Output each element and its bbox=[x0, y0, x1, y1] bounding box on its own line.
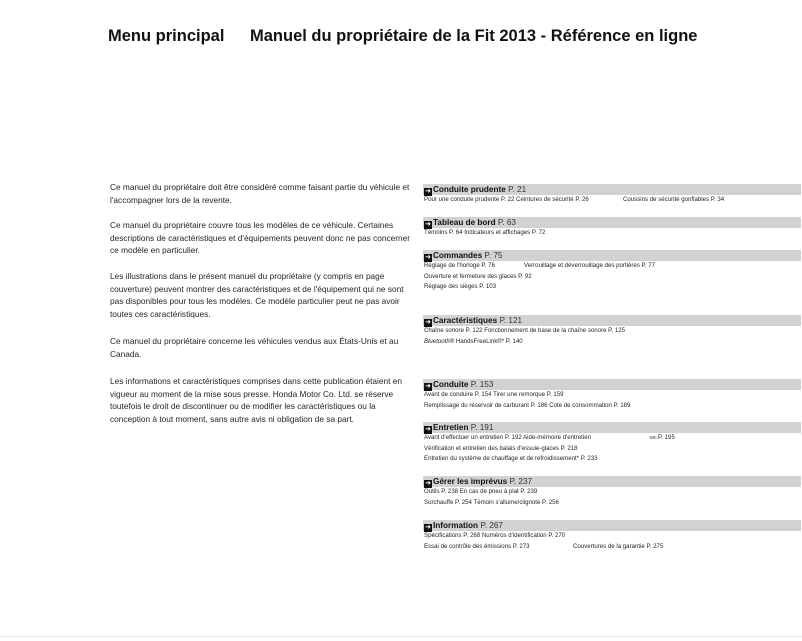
topic-row bbox=[423, 228, 801, 239]
section-driving bbox=[423, 379, 801, 411]
topic-link[interactable]: Réglage des sièges P. 103 bbox=[424, 283, 497, 290]
topic-row bbox=[423, 326, 801, 337]
section-header[interactable] bbox=[423, 476, 801, 487]
topic-row bbox=[423, 261, 801, 272]
topic-link[interactable]: Vérification et entretien des balais d'essuie-glaces P. 218 bbox=[424, 444, 578, 452]
main-menu-link[interactable]: Menu principal bbox=[108, 27, 225, 45]
topic-link[interactable]: Témoins P. 64 Indicateurs et affichages P. 72 bbox=[424, 229, 546, 236]
section-page-ref[interactable]: P. 21 bbox=[508, 185, 527, 194]
intro-paragraph: Les informations et caractéristiques comprises dans cette publication étaient en vigueur au moment de la mise sous presse. Honda Motor Co. Ltd. se réserve toutefois le droit de discontinuer ou de modifier les caractéristiques ou la conception à tout moment, sans autre avis ni obligation de sa part. bbox=[110, 376, 402, 424]
topic-row bbox=[423, 498, 801, 509]
topic-row bbox=[423, 401, 801, 412]
section-title[interactable]: Tableau de bord bbox=[433, 218, 496, 227]
bluetooth-label: Bluetooth bbox=[424, 337, 450, 345]
topic-link[interactable]: Remplissage du réservoir de carburant P. 186 Cote de consommation P. 189 bbox=[424, 401, 631, 409]
topic-link[interactable]: P. 195 bbox=[658, 434, 675, 441]
section-title[interactable]: Commandes bbox=[433, 251, 483, 260]
section-title[interactable]: Conduite prudente bbox=[433, 185, 506, 194]
topic-link[interactable]: Avant de conduire P. 154 Tirer une remorque P. 159 bbox=[424, 391, 564, 398]
arrow-right-icon: ➜ bbox=[425, 480, 431, 487]
intro-paragraph: Ce manuel du propriétaire doit être considéré comme faisant partie du véhicule et l'accompagner lors de la revente. bbox=[110, 182, 410, 205]
section-page-ref[interactable]: P. 63 bbox=[497, 218, 516, 227]
section-header[interactable] bbox=[423, 217, 801, 228]
topic-row bbox=[423, 531, 801, 542]
handsfreelink-label: ® HandsFreeLink®* P. 140 bbox=[449, 337, 523, 345]
arrow-right-icon: ➜ bbox=[425, 254, 431, 261]
page-bottom-divider bbox=[0, 636, 802, 637]
arrow-right-icon: ➜ bbox=[425, 188, 431, 195]
topic-row bbox=[423, 337, 801, 348]
section-header[interactable] bbox=[423, 379, 801, 390]
section-features bbox=[423, 315, 801, 347]
section-page-ref[interactable]: P. 191 bbox=[470, 423, 494, 432]
topic-row bbox=[423, 282, 801, 293]
topic-link[interactable]: Pour une conduite prudente P. 22 Ceintures de sécurité P. 26 bbox=[424, 196, 589, 203]
topic-link[interactable]: Spécifications P. 268 Numéros d'identification P. 270 bbox=[424, 532, 566, 539]
topic-link[interactable]: Ouverture et fermeture des glaces P. 92 bbox=[424, 272, 532, 280]
section-page-ref[interactable]: P. 267 bbox=[480, 521, 503, 530]
section-header[interactable] bbox=[423, 250, 801, 261]
topic-link[interactable] bbox=[424, 337, 523, 348]
topic-row bbox=[423, 433, 801, 444]
page-title: Manuel du propriétaire de la Fit 2013 - Référence en ligne bbox=[250, 27, 698, 45]
section-page-ref[interactable]: P. 237 bbox=[509, 477, 533, 486]
section-title[interactable]: Caractéristiques bbox=[433, 316, 498, 325]
section-title[interactable]: Information bbox=[433, 521, 479, 530]
section-instrument-panel bbox=[423, 217, 801, 239]
arrow-right-icon: ➜ bbox=[425, 383, 431, 390]
section-information bbox=[423, 520, 801, 552]
section-header[interactable] bbox=[423, 422, 801, 433]
intro-paragraph: Les illustrations dans le présent manuel du propriétaire (y compris en page couverture) peuvent montrer des caractéristiques et de l'équipement qui ne sont pas disponibles pour tous les modèles. Ce modèle particulier peut ne pas avoir toutes ces caractéristiques. bbox=[110, 271, 404, 319]
section-page-ref[interactable]: P. 75 bbox=[484, 251, 503, 260]
section-title[interactable]: Gérer les imprévus bbox=[433, 477, 508, 486]
arrow-right-icon: ➜ bbox=[425, 426, 431, 433]
topic-row bbox=[423, 195, 801, 206]
topic-row bbox=[423, 444, 801, 455]
topic-row bbox=[423, 487, 801, 498]
topic-link[interactable]: Surchauffe P. 254 Témoin s'allume/clignote P. 256 bbox=[424, 498, 559, 506]
section-title[interactable]: Conduite bbox=[433, 380, 469, 389]
section-title[interactable]: Entretien bbox=[433, 423, 469, 432]
trademark-superscript: MC bbox=[650, 435, 657, 440]
section-header[interactable] bbox=[423, 315, 801, 326]
arrow-right-icon: ➜ bbox=[425, 221, 431, 228]
topic-link[interactable]: Outils P. 238 En cas de pneu à plat P. 239 bbox=[424, 488, 538, 495]
topic-link[interactable]: Coussins de sécurité gonflables P. 34 bbox=[623, 196, 725, 203]
topic-link[interactable]: Entretien du système de chauffage et de refroidissement* P. 233 bbox=[424, 455, 598, 462]
section-controls bbox=[423, 250, 801, 293]
arrow-right-icon: ➜ bbox=[425, 524, 431, 531]
section-header[interactable] bbox=[423, 520, 801, 531]
section-page-ref[interactable]: P. 153 bbox=[470, 380, 494, 389]
intro-paragraph: Ce manuel du propriétaire concerne les véhicules vendus aux États-Unis et au Canada. bbox=[110, 336, 399, 359]
intro-paragraph: Ce manuel du propriétaire couvre tous les modèles de ce véhicule. Certaines descriptions de caractéristiques et d'équipements peuvent donc ne pas concerner ce modèle en particulier. bbox=[110, 220, 410, 256]
section-page-ref[interactable]: P. 121 bbox=[499, 316, 523, 325]
topic-row bbox=[423, 390, 801, 401]
topic-row bbox=[423, 542, 801, 553]
topic-row bbox=[423, 272, 801, 283]
topic-link[interactable]: Couvertures de la garantie P. 275 bbox=[573, 542, 664, 550]
topic-link[interactable]: Avant d'effectuer un entretien P. 192 Aide-mémoire d'entretien bbox=[424, 434, 591, 441]
topic-link[interactable]: Chaîne sonore P. 122 Fonctionnement de base de la chaîne sonore P. 125 bbox=[424, 327, 626, 334]
topic-link[interactable]: Verrouillage et déverrouillage des portières P. 77 bbox=[524, 262, 655, 269]
topic-link[interactable]: Essai de contrôle des émissions P. 273 bbox=[424, 542, 530, 550]
topic-link[interactable]: Réglage de l'horloge P. 76 bbox=[424, 262, 495, 269]
section-handling-unexpected bbox=[423, 476, 801, 508]
topic-row bbox=[423, 454, 801, 465]
section-header[interactable] bbox=[423, 184, 801, 195]
section-safe-driving bbox=[423, 184, 801, 206]
arrow-right-icon: ➜ bbox=[425, 319, 431, 326]
section-maintenance bbox=[423, 422, 801, 465]
